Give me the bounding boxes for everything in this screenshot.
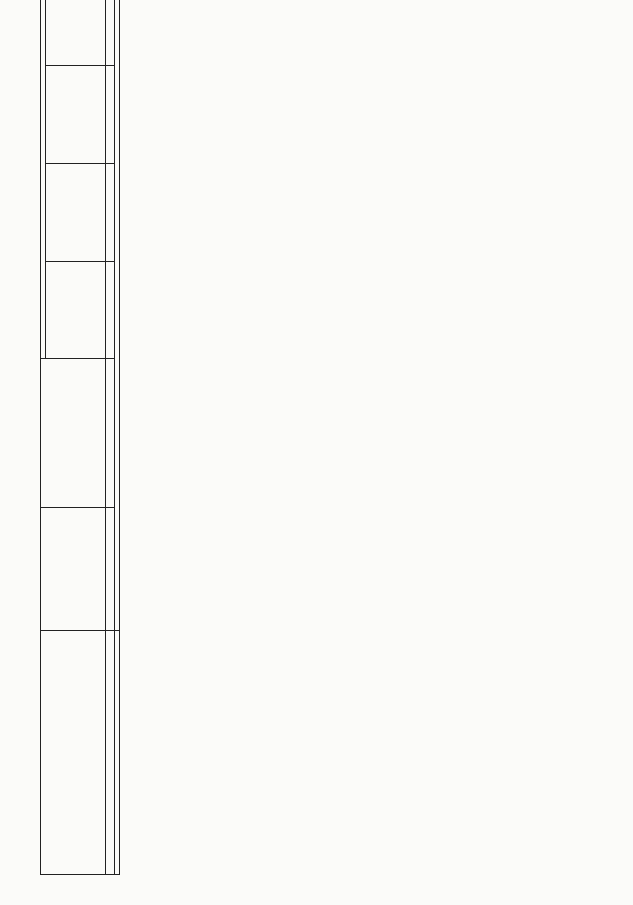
header-year-2021 [46,164,106,262]
header-name [41,631,106,875]
subprogram-spacer [115,631,120,875]
header-year-2020 [46,261,106,359]
rotated-table-wrapper [40,0,620,875]
header-source [41,359,106,508]
header-year-2023 [46,0,106,66]
financing-table [40,0,120,875]
header-year-2022 [46,66,106,164]
spacer-row [106,0,115,875]
header-executor [41,508,106,631]
subprogram-title [115,0,120,631]
